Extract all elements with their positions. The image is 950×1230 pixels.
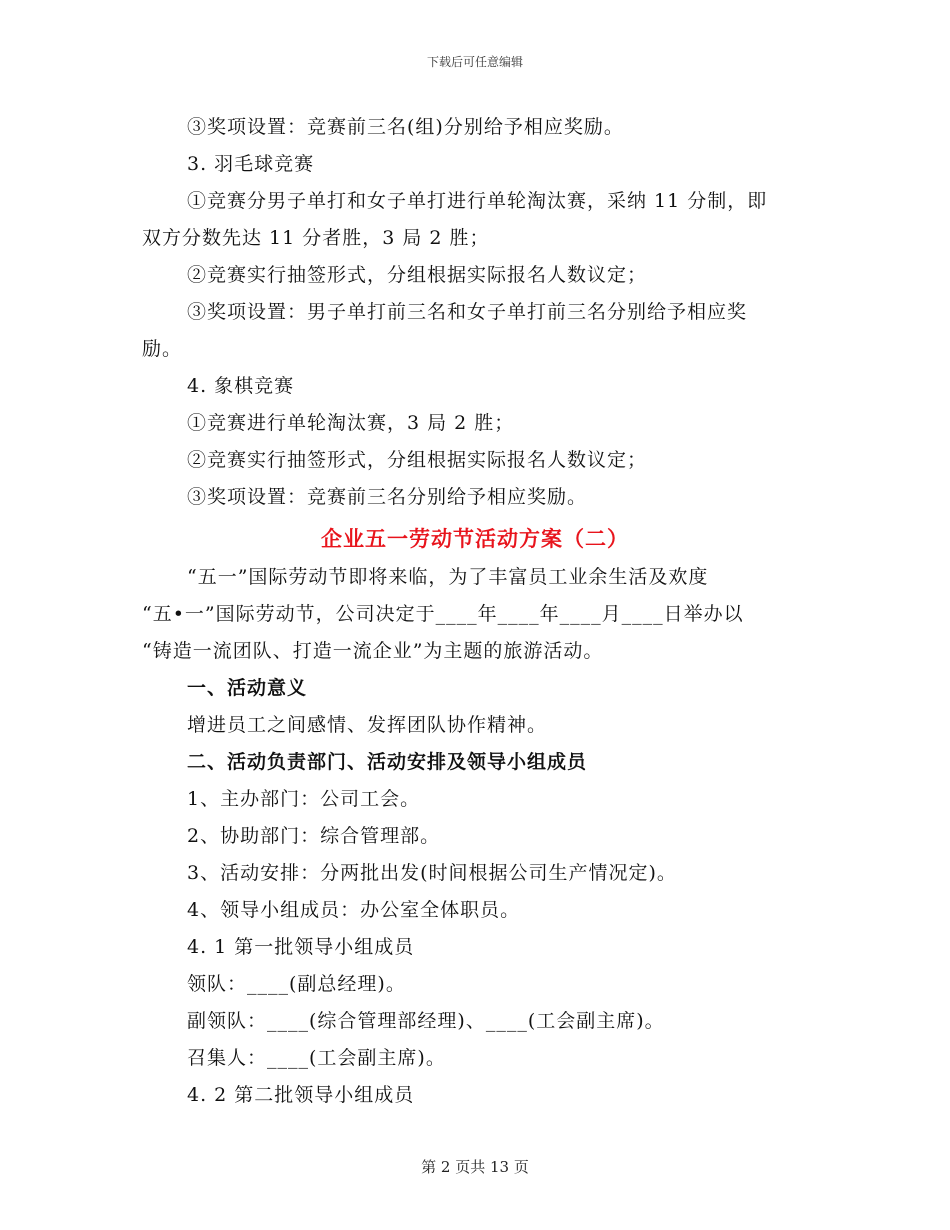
- badminton-rule-2: ②竞赛实行抽签形式，分组根据实际报名人数议定；: [187, 264, 648, 286]
- chess-rule-2: ②竞赛实行抽签形式，分组根据实际报名人数议定；: [187, 449, 648, 471]
- item-assist-dept: 2、协助部门：综合管理部。: [187, 825, 441, 847]
- leader-line: 领队：____(副总经理)。: [187, 973, 406, 995]
- item-host-dept: 1、主办部门：公司工会。: [187, 788, 421, 810]
- badminton-rule-3: ③奖项设置：男子单打前三名和女子单打前三名分别给予相应奖: [187, 301, 748, 323]
- chess-heading: 4. 象棋竞赛: [187, 375, 295, 397]
- heading-activity-meaning: 一、活动意义: [187, 677, 308, 699]
- badminton-rule-1-cont: 双方分数先达 11 分者胜，3 局 2 胜；: [142, 227, 490, 249]
- award-setting-line: ③奖项设置：竞赛前三名(组)分别给予相应奖励。: [187, 116, 624, 138]
- chess-rule-1: ①竞赛进行单轮淘汰赛，3 局 2 胜；: [187, 412, 515, 434]
- badminton-rule-3-cont: 励。: [142, 338, 183, 360]
- intro-line-1: “五一”国际劳动节即将来临，为了丰富员工业余生活及欢度: [187, 566, 709, 588]
- intro-line-3: “铸造一流团队、打造一流企业”为主题的旅游活动。: [142, 640, 604, 662]
- section-title: 企业五一劳动节活动方案（二）: [321, 527, 629, 551]
- page-footer: 第 2 页共 13 页: [421, 1158, 529, 1176]
- item-arrangement: 3、活动安排：分两批出发(时间根据公司生产情况定)。: [187, 862, 677, 884]
- item-leadership: 4、领导小组成员：办公室全体职员。: [187, 899, 521, 921]
- activity-meaning-text: 增进员工之间感情、发挥团队协作精神。: [187, 714, 548, 736]
- intro-line-2: “五•一”国际劳动节，公司决定于____年____年____月____日举办以: [142, 603, 744, 625]
- convener-line: 召集人：____(工会副主席)。: [187, 1047, 446, 1069]
- deputy-leader-line: 副领队：____(综合管理部经理)、____(工会副主席)。: [187, 1010, 665, 1032]
- heading-departments: 二、活动负责部门、活动安排及领导小组成员: [187, 751, 588, 773]
- chess-rule-3: ③奖项设置：竞赛前三名分别给予相应奖励。: [187, 486, 588, 508]
- first-batch-heading: 4. 1 第一批领导小组成员: [187, 936, 415, 958]
- badminton-rule-1: ①竞赛分男子单打和女子单打进行单轮淘汰赛，采纳 11 分制，即: [187, 190, 768, 212]
- page-header: 下载后可任意编辑: [426, 55, 523, 69]
- badminton-heading: 3. 羽毛球竞赛: [187, 153, 315, 175]
- second-batch-heading: 4. 2 第二批领导小组成员: [187, 1084, 415, 1106]
